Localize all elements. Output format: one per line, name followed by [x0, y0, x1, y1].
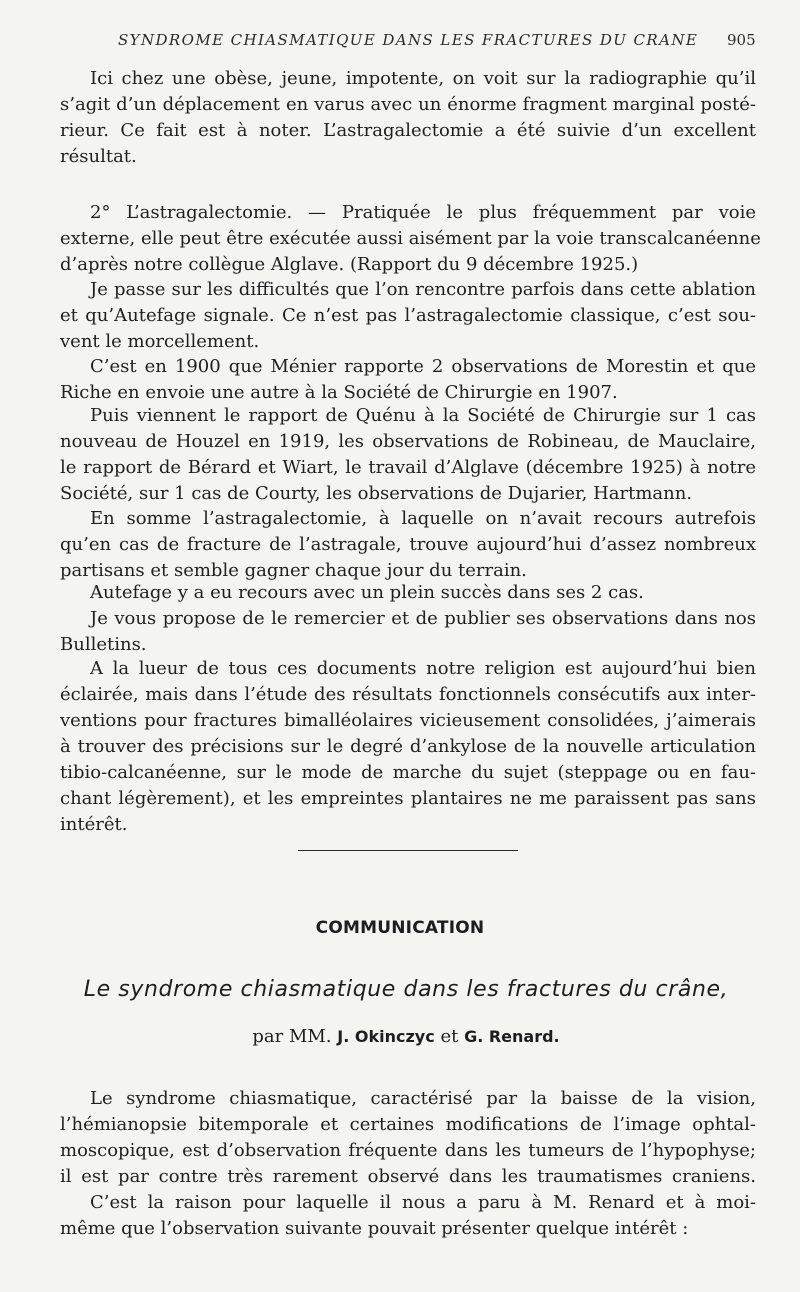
text-line: Bulletins.	[60, 634, 147, 655]
text-line: Je passe sur les difficultés que l’on rencontre parfois dans cette ablation	[90, 279, 756, 300]
text-line: Puis viennent le rapport de Quénu à la Société de Chirurgie sur 1 cas	[90, 405, 756, 426]
paragraph	[60, 580, 756, 606]
paragraph	[60, 200, 761, 278]
section-heading: COMMUNICATION	[315, 918, 485, 938]
paragraph	[60, 403, 756, 507]
text-line: nouveau de Houzel en 1919, les observations de Robineau, de Mauclaire,	[60, 431, 756, 452]
text-line: vent le morcellement.	[60, 331, 260, 352]
text-line: moscopique, est d’observation fréquente dans les tumeurs de l’hypophyse;	[60, 1140, 756, 1161]
text-line: Je vous propose de le remercier et de publier ses observations dans nos	[90, 608, 756, 629]
paragraph	[60, 277, 756, 355]
text-line: externe, elle peut être exécutée aussi aisément par la voie transcalcanéenne	[60, 228, 761, 249]
paragraph	[60, 606, 756, 658]
article-body	[60, 1086, 756, 1242]
text-line: l’hémianopsie bitemporale et certaines modifications de l’image ophtal-	[60, 1114, 756, 1135]
paragraph	[60, 506, 756, 584]
text-line: d’après notre collègue Alglave. (Rapport du 9 décembre 1925.)	[60, 254, 639, 275]
text-line: éclairée, mais dans l’étude des résultats fonctionnels consécutifs aux inter-	[60, 684, 756, 705]
text-line: même que l’observation suivante pouvait présenter quelque intérêt :	[60, 1218, 689, 1239]
text-line: Riche en envoie une autre à la Société de Chirurgie en 1907.	[60, 382, 618, 403]
text-line: rieur. Ce fait est à noter. L’astragalectomie a été suivie d’un excellent	[60, 120, 756, 141]
text-line: s’agit d’un déplacement en varus avec un énorme fragment marginal posté-	[60, 94, 756, 115]
text-line: C’est la raison pour laquelle il nous a paru à M. Renard et à moi-	[90, 1192, 756, 1213]
text-line: C’est en 1900 que Ménier rapporte 2 observations de Morestin et que	[90, 356, 756, 377]
text-line: et qu’Autefage signale. Ce n’est pas l’astragalectomie classique, c’est sou-	[60, 305, 756, 326]
byline	[0, 1026, 800, 1047]
text-line: qu’en cas de fracture de l’astragale, trouve aujourd’hui d’assez nombreux	[60, 534, 756, 555]
paragraph	[60, 1190, 756, 1242]
text-line: Autefage y a eu recours avec un plein succès dans ses 2 cas.	[90, 582, 644, 603]
text-line: partisans et semble gagner chaque jour du terrain.	[60, 560, 527, 581]
text-line: résultat.	[60, 146, 137, 167]
text-line: à trouver des précisions sur le degré d’ankylose de la nouvelle articulation	[60, 736, 756, 757]
text-line: tibio-calcanéenne, sur le mode de marche du sujet (steppage ou en fau-	[60, 762, 756, 783]
byline-prefix: par MM.	[252, 1026, 332, 1047]
text-line: il est par contre très rarement observé dans les traumatismes craniens.	[60, 1166, 756, 1187]
paragraph	[60, 354, 756, 406]
text-line: En somme l’astragalectomie, à laquelle on n’avait recours autrefois	[90, 508, 756, 529]
text-line: A la lueur de tous ces documents notre religion est aujourd’hui bien	[90, 658, 756, 679]
author-name: J. Okinczyc	[337, 1027, 435, 1046]
text-line: ventions pour fractures bimalléolaires vicieusement consolidées, j’aimerais	[60, 710, 756, 731]
byline-conjunction: et	[440, 1026, 459, 1047]
text-line: chant légèrement), et les empreintes plantaires ne me paraissent pas sans	[60, 788, 756, 809]
text-line: Société, sur 1 cas de Courty, les observations de Dujarier, Hartmann.	[60, 483, 693, 504]
running-head: SYNDROME CHIASMATIQUE DANS LES FRACTURES DU CRANE	[118, 31, 699, 49]
text-line: intérêt.	[60, 814, 128, 835]
paragraph	[60, 656, 756, 838]
paragraph	[60, 1086, 756, 1190]
page-number: 905	[727, 31, 756, 49]
text-line: Le syndrome chiasmatique, caractérisé par la baisse de la vision,	[90, 1088, 756, 1109]
text-line: le rapport de Bérard et Wiart, le travail d’Alglave (décembre 1925) à notre	[60, 457, 756, 478]
text-line: Ici chez une obèse, jeune, impotente, on voit sur la radiographie qu’il	[90, 68, 756, 89]
paragraph	[60, 66, 756, 170]
section-divider	[298, 850, 518, 851]
author-name: G. Renard.	[464, 1027, 560, 1046]
article-title: Le syndrome chiasmatique dans les fractures du crâne,	[83, 977, 729, 1002]
text-line: 2° L’astragalectomie. — Pratiquée le plus fréquemment par voie	[90, 202, 756, 223]
